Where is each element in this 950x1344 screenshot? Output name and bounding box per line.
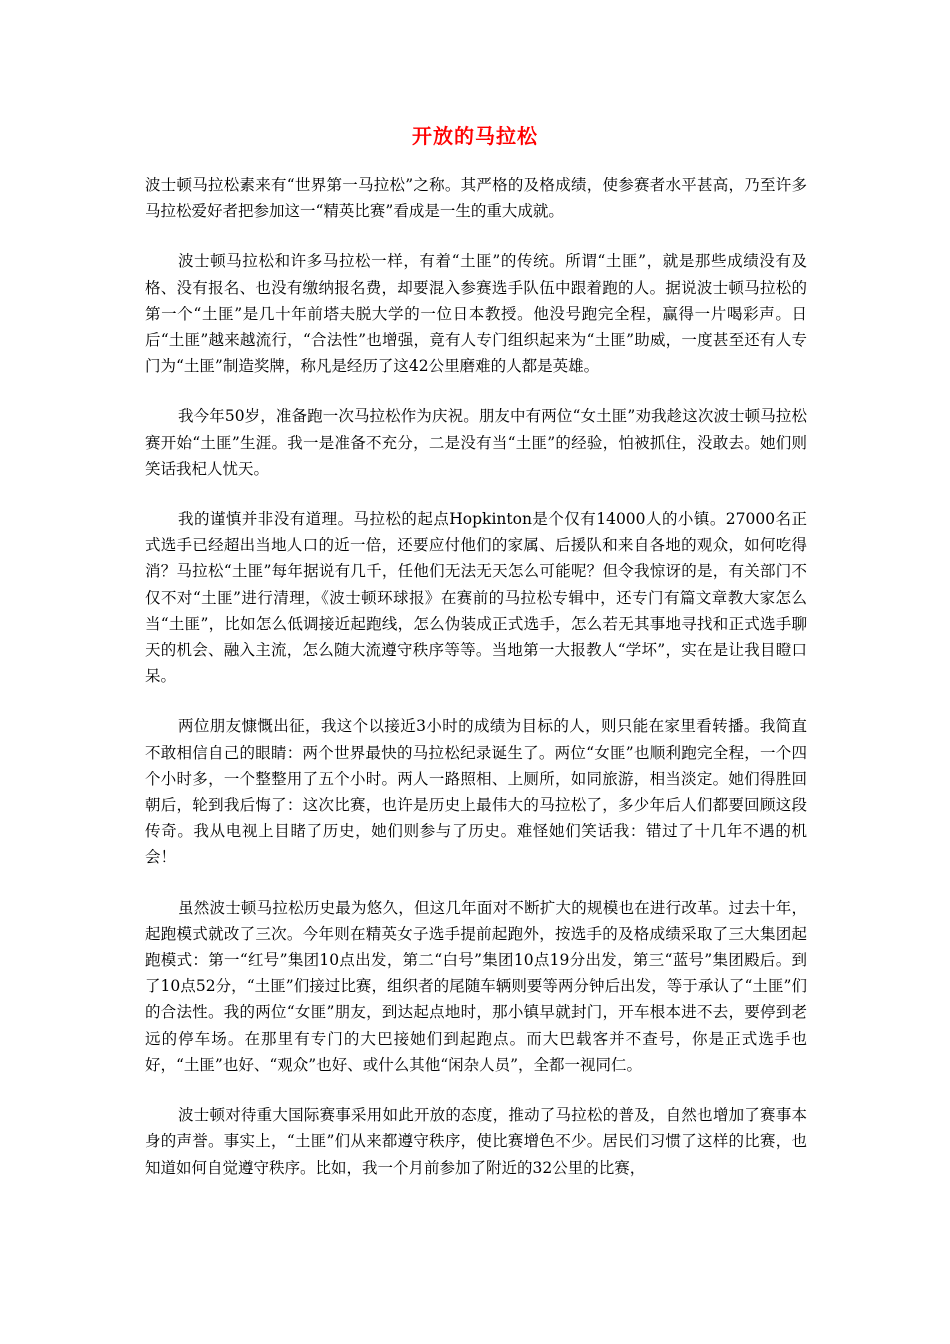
document-body [145,172,807,1205]
paragraph-6: 虽然波士顿马拉松历史最为悠久，但这几年面对不断扩大的规模也在进行改革。过去十年，起跑模式就改了三次。今年则在精英女子选手提前起跑外，按选手的及格成绩采取了三大集团起跑模式：第一“红号”集团10点出发，第二“白号”集团10点19分出发，第三“蓝号”集团殿后。到了10点52分，“土匪”们接过比赛，组织者的尾随车辆则要等两分钟后出发，等于承认了“土匪”们的合法性。我的两位“女匪”朋友，到达起点地时，那小镇早就封门，开车根本进不去，要停到老远的停车场。在那里有专门的大巴接她们到起跑点。而大巴载客并不查号，你是正式选手也好，“土匪”也好、“观众”也好、或什么其他“闲杂人员”，全都一视同仁。 [145,898,807,1074]
paragraph-7: 波士顿对待重大国际赛事采用如此开放的态度，推动了马拉松的普及，自然也增加了赛事本身的声誉。事实上，“土匪”们从来都遵守秩序，使比赛增色不少。居民们习惯了这样的比赛，也知道如何自觉遵守秩序。比如，我一个月前参加了附近的32公里的比赛， [145,1106,807,1177]
paragraph-2: 波士顿马拉松和许多马拉松一样，有着“土匪”的传统。所谓“土匪”，就是那些成绩没有及格、没有报名、也没有缴纳报名费，却要混入参赛选手队伍中跟着跑的人。据说波士顿马拉松的第一个“土匪”是几十年前塔夫脱大学的一位日本教授。他没号跑完全程，赢得一片喝彩声。日后“土匪”越来越流行，“合法性”也增强，竟有人专门组织起来为“土匪”助威，一度甚至还有人专门为“土匪”制造奖牌，称凡是经历了这42公里磨难的人都是英雄。 [145,252,807,376]
document-title: 开放的马拉松 [412,124,538,148]
paragraph-3: 我今年50岁，准备跑一次马拉松作为庆祝。朋友中有两位“女土匪”劝我趁这次波士顿马拉松赛开始“土匪”生涯。我一是准备不充分，二是没有当“土匪”的经验，怕被抓住，没敢去。她们则笑话我杞人忧天。 [145,407,807,478]
paragraph-4: 我的谨慎并非没有道理。马拉松的起点Hopkinton是个仅有14000人的小镇。27000名正式选手已经超出当地人口的近一倍，还要应付他们的家属、后援队和来自各地的观众，如何吃得消？马拉松“土匪”每年据说有几千，任他们无法无天怎么可能呢？但令我惊讶的是，有关部门不仅不对“土匪”进行清理，《波士顿环球报》在赛前的马拉松专辑中，还专门有篇文章教大家怎么当“土匪”，比如怎么低调接近起跑线，怎么伪装成正式选手，怎么若无其事地寻找和正式选手聊天的机会、融入主流，怎么随大流遵守秩序等等。当地第一大报教人“学坏”，实在是让我目瞪口呆。 [145,510,807,686]
paragraph-5: 两位朋友慷慨出征，我这个以接近3小时的成绩为目标的人，则只能在家里看转播。我简直不敢相信自己的眼睛：两个世界最快的马拉松纪录诞生了。两位“女匪”也顺利跑完全程，一个四个小时多，一个整整用了五个小时。两人一路照相、上厕所，如同旅游，相当淡定。她们得胜回朝后，轮到我后悔了：这次比赛，也许是历史上最伟大的马拉松了，多少年后人们都要回顾这段传奇。我从电视上目睹了历史，她们则参与了历史。难怪她们笑话我：错过了十几年不遇的机会！ [145,717,807,867]
paragraph-1: 波士顿马拉松素来有“世界第一马拉松”之称。其严格的及格成绩，使参赛者水平甚高，乃至许多马拉松爱好者把参加这一“精英比赛”看成是一生的重大成就。 [145,176,807,221]
